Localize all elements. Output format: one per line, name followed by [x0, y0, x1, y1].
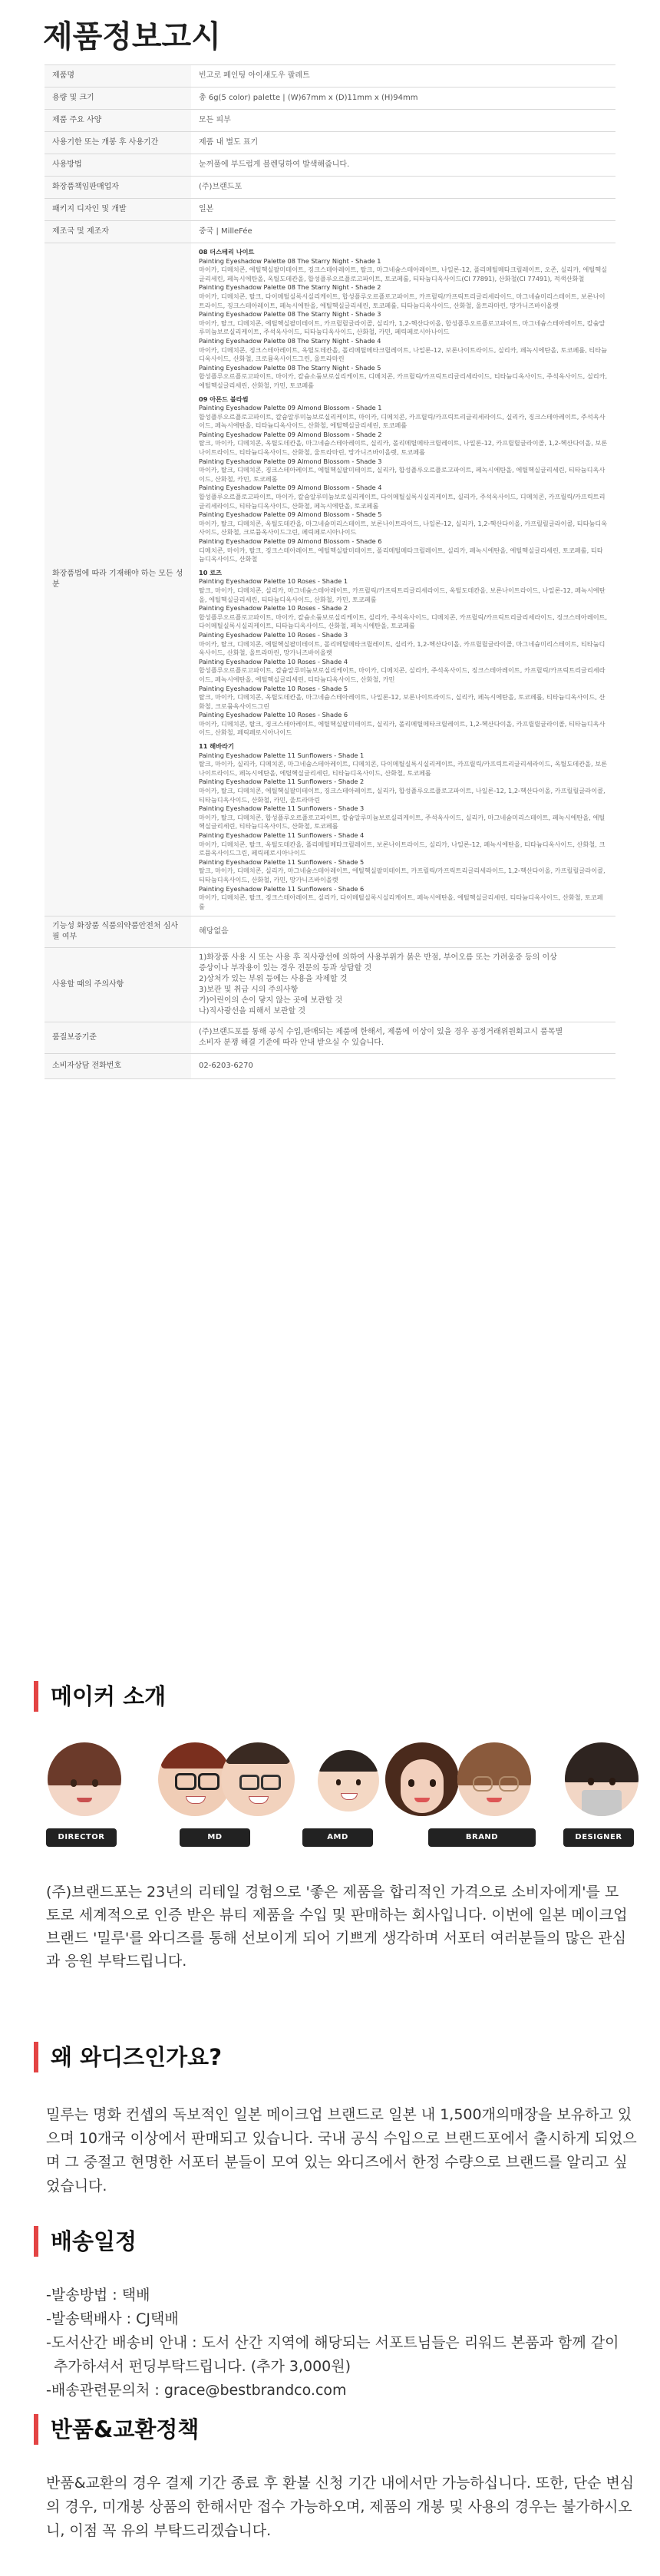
ingredient-shade-name: Painting Eyeshadow Palette 09 Almond Blossom - Shade 6: [199, 537, 382, 545]
info-value: 해당없음: [191, 916, 615, 948]
ingredient-shade-text: 탈크, 마이카, 디메치콘, 옥틸도데칸올, 마그네슘스테아레이트, 나일론-12, 보론나이트라이드, 실리카, 페녹시에탄올, 토코페롤, 티타늄디옥사이드, 산화철, 크로뮴옥사이드그린: [199, 693, 606, 710]
badge-director: DIRECTOR: [46, 1828, 117, 1847]
ingredient-shade-text: 마이카, 탈크, 디메치콘, 에틸헥실팔미테이트, 징크스테아레이트, 실리카, 합성플루오르플로고파이트, 나일론-12, 1,2-헥산다이올, 카프릴릴글라이콜, 티타늄디옥사이드, 산화철, 카민, 울트라마린: [199, 787, 606, 804]
ingredient-group-title: 08 더스테리 나이트: [199, 248, 255, 256]
badge-brand-communication: BRAND COMMUNICATION: [428, 1828, 536, 1847]
avatar: [565, 1742, 639, 1816]
ingredient-shade-name: Painting Eyeshadow Palette 11 Sunflowers - Shade 5: [199, 857, 365, 866]
info-row: [45, 948, 615, 1022]
info-value: 02-6203-6270: [191, 1054, 615, 1079]
ingredient-shade-text: 디메치콘, 마이카, 탈크, 징크스테아레이트, 에틸헥실팔미테이트, 폴리메틸메타크릴레이트, 실리카, 페녹시에탄올, 에틸헥실글리세린, 토코페롤, 티타늄디옥사이드, 산화철: [199, 546, 603, 563]
ingredient-shade-text: 마이카, 디메치콘, 탈크, 다이메틸실록시실리케이트, 합성플루오르플로고파이트, 카프릴릭/카프릭트리글리세라이드, 마그네슘미리스테이트, 보론나이트라이드, 징크스테아레이트, 페녹시에탄올, 에틸헥실글리세린, 토코페롤, 티타늄디옥사이드, 산화철, 울트라마린, 망가니즈바이올렛: [199, 292, 606, 309]
returns-title: 반품&교환정책: [51, 2416, 200, 2442]
info-key: 사용기한 또는 개봉 후 사용기간: [45, 132, 191, 154]
info-key: 화장품법에 따라 기재해야 하는 모든 성분: [45, 243, 191, 916]
info-value: 눈꺼풀에 부드럽게 블렌딩하여 발색해줍니다.: [191, 154, 615, 177]
ingredient-shade-name: Painting Eyeshadow Palette 11 Sunflowers - Shade 3: [199, 804, 365, 813]
accent-bar: [34, 2042, 38, 2072]
ingredient-group-title: 11 해바라기: [199, 742, 234, 751]
info-value: 일본: [191, 199, 615, 221]
info-value-line: 가)어린이의 손이 닿지 않는 곳에 보관할 것: [199, 996, 343, 1006]
ingredient-shade-name: Painting Eyeshadow Palette 10 Roses - Shade 3: [199, 630, 348, 639]
info-row: [45, 199, 615, 221]
info-key: 소비자상담 전화번호: [45, 1054, 191, 1079]
ingredient-shade-name: Painting Eyeshadow Palette 11 Sunflowers - Shade 4: [199, 831, 365, 839]
ingredient-shade-name: Painting Eyeshadow Palette 08 The Starry Night - Shade 5: [199, 363, 381, 372]
report-title: 제품정보고시: [43, 19, 221, 54]
returns-description: 반품&교환의 경우 결제 기간 종료 후 환불 신청 기간 내에서만 가능하십니다. 또한, 단순 변심의 경우, 미개봉 상품의 한해서만 접수 가능하오며, 제품의 개봉 및 사용의 경우는 불가하시오니, 이점 꼭 유의 부탁드리겠습니다.: [46, 2475, 635, 2539]
laptop-icon: [582, 1790, 622, 1816]
ingredient-shade-name: Painting Eyeshadow Palette 11 Sunflowers - Shade 1: [199, 751, 365, 759]
shipping-line: -도서산간 배송비 안내 : 도서 산간 지역에 해당되는 서포트님들은 리워드 본품과 함께 같이: [46, 2334, 619, 2351]
info-value: 빈고로 페인팅 아이섀도우 팔레트: [191, 65, 615, 88]
why-description: 밀루는 명화 컨셉의 독보적인 일본 메이크업 브랜드로 일본 내 1,500개의매장을 보유하고 있으며 10개국 이상에서 판매되고 있습니다. 국내 공식 수입으로 브랜드포에서 출시하게 되었으며 그 중절고 현명한 서포터 분들이 모여 있는 와디즈에서 한정 수량으로 브랜드를 알리고 싶었습니다.: [46, 2106, 637, 2195]
info-value-line: 증상이나 부작용이 있는 경우 전문의 등과 상담할 것: [199, 964, 372, 973]
info-key: 기능성 화장품 식품의약품안전처 심사필 여부: [45, 916, 191, 948]
ingredient-shade-name: Painting Eyeshadow Palette 08 The Starry Night - Shade 3: [199, 310, 381, 319]
info-value: (주)브랜드포: [191, 177, 615, 199]
badge-md: MD: [180, 1828, 250, 1847]
ingredient-shade-name: Painting Eyeshadow Palette 08 The Starry Night - Shade 1: [199, 256, 381, 265]
ingredient-shade-text: 탈크, 마이카, 디메치콘, 실리카, 마그네슘스테아레이트, 카프릴릭/카프릭트리글리세라이드, 옥틸도데칸올, 보론나이트라이드, 나일론-12, 페녹시에탄올, 에틸헥실글리세린, 티타늄디옥사이드, 산화철, 카민, 토코페롤: [199, 586, 606, 603]
avatar: [457, 1742, 531, 1816]
info-key: 사용할 때의 주의사항: [45, 948, 191, 1022]
info-row: [45, 1054, 615, 1079]
shipping-line: -발송택배사 : CJ택배: [46, 2310, 179, 2327]
info-value: 모든 피부: [191, 110, 615, 132]
avatar: [48, 1742, 121, 1816]
ingredient-shade-text: 합성플루오르플로고파이트, 마이카, 칼슘소듐보로실리케이트, 실리카, 주석옥사이드, 디메치콘, 카프릴릭/카프릭트리글리세라이드, 징크스테아레이트, 다이메틸실록시실리케이트, 티타늄디옥사이드, 산화철, 페녹시에탄올, 토코페롤: [199, 613, 608, 630]
avatar: [221, 1742, 295, 1816]
shipping-contact: -배송관련문의처 : grace@bestbrandco.com: [46, 2382, 347, 2399]
info-value: 총 6g(5 color) palette | (W)67mm x (D)11mm x (H)94mm: [191, 88, 615, 110]
info-key: 용량 및 크기: [45, 88, 191, 110]
ingredient-shade-text: 합성플루오르플로고파이트, 마이카, 칼슘소듐보로실리케이트, 디메치콘, 카프릴릭/카프릭트리글리세라이드, 티타늄디옥사이드, 주석옥사이드, 실리카, 에틸헥실글리세린, 산화철, 카민, 토코페롤: [199, 372, 608, 389]
info-row: [45, 243, 615, 916]
info-row: [45, 65, 615, 88]
ingredient-shade-text: 마이카, 탈크, 디메치콘, 에틸헥실팔미테이트, 폴리메틸메타크릴레이트, 실리카, 1,2-헥산다이올, 카프릴릴글라이콜, 마그네슘미리스테이트, 티타늄디옥사이드, 산화철, 울트라마린, 망가니즈바이올렛: [199, 639, 606, 657]
ingredients-list: [199, 248, 608, 911]
info-key: 제조국 및 제조자: [45, 221, 191, 243]
info-row: [45, 88, 615, 110]
shipping-list: [46, 2284, 637, 2403]
maker-section-heading: [34, 1681, 166, 1712]
info-value-line: 3)보관 및 취급 시의 주의사항: [199, 986, 299, 995]
badge-amd: AMD: [302, 1828, 373, 1847]
info-key: 화장품책임판매업자: [45, 177, 191, 199]
info-value-line: (주)브랜드포를 통해 공식 수입,판매되는 제품에 한해서, 제품에 이상이 있을 경우 공정거래위원회고시 품목별: [199, 1028, 563, 1037]
info-value: 제품 내 별도 표기: [191, 132, 615, 154]
ingredient-shade-text: 합성플루오르플로고파이트, 마이카, 칼슘알루미늄보로실리케이트, 다이메틸실록시실리케이트, 실리카, 주석옥사이드, 디메치콘, 카프릴릭/카프릭트리글리세라이드, 티타늄디옥사이드, 산화철, 페녹시에탄올, 토코페롤: [199, 493, 606, 510]
shipping-section-heading: [34, 2226, 137, 2257]
team-member: [212, 1742, 304, 1816]
ingredient-shade-name: Painting Eyeshadow Palette 09 Almond Blossom - Shade 5: [199, 510, 382, 519]
info-row: [45, 177, 615, 199]
ingredient-shade-text: 합성플루오르플로고파이트, 칼슘알루미늄보로실리케이트, 마이카, 디메치콘, 카프릴릭/카프릭트리글리세라이드, 실리카, 징크스테아레이트, 주석옥사이드, 페녹시에탄올, 티타늄디옥사이드, 산화철, 에틸헥실글리세린, 토코페롤: [199, 412, 606, 430]
shipping-line: -발송방법 : 택배: [46, 2287, 150, 2304]
ingredient-shade-name: Painting Eyeshadow Palette 11 Sunflowers - Shade 6: [199, 884, 365, 893]
info-key: 품질보증기준: [45, 1022, 191, 1054]
shipping-title: 배송일정: [51, 2228, 137, 2254]
info-value: [191, 243, 615, 916]
info-value: [191, 1022, 615, 1054]
info-row: [45, 132, 615, 154]
product-info-table: [45, 64, 615, 1079]
info-row: [45, 1022, 615, 1054]
ingredient-shade-text: 마이카, 디메치콘, 에틸헥실팔미테이트, 징크스테아레이트, 탈크, 마그네슘스테아레이트, 나일론-12, 폴리메틸메타크릴레이트, 오존, 실리카, 에틸헥실글리세린, 페녹시에탄올, 옥틸도데칸올, 합성플루오르플로고파이트, 토코페롤, 티타늄디옥사이드(CI 77891), 산화철(CI 77491), 적색산화철: [199, 266, 608, 282]
ingredient-shade-name: Painting Eyeshadow Palette 10 Roses - Shade 1: [199, 577, 348, 586]
ingredient-shade-name: Painting Eyeshadow Palette 09 Almond Blossom - Shade 4: [199, 484, 382, 492]
ingredient-shade-name: Painting Eyeshadow Palette 08 The Starry Night - Shade 4: [199, 336, 381, 345]
ingredient-shade-text: 마이카, 디메치콘, 징크스테아레이트, 옥틸도데칸올, 폴리메틸메타크릴레이트, 나일론-12, 보론나이트라이드, 실리카, 페녹시에탄올, 토코페롤, 티타늄디옥사이드, 산화철, 크로뮴옥사이드그린, 울트라마린: [199, 345, 608, 363]
ingredient-shade-text: 마이카, 탈크, 디메치콘, 합성플루오르플로고파이트, 칼슘알루미늄보로실리케이트, 주석옥사이드, 실리카, 마그네슘미리스테이트, 페녹시에탄올, 에틸헥실글리세린, 티타늄디옥사이드, 산화철, 토코페롤: [199, 813, 606, 831]
ingredient-shade-name: Painting Eyeshadow Palette 10 Roses - Shade 6: [199, 711, 348, 719]
info-value: [191, 948, 615, 1022]
team-member: [448, 1742, 540, 1816]
ingredient-shade-name: Painting Eyeshadow Palette 09 Almond Blossom - Shade 3: [199, 457, 382, 465]
info-value-line: 나)직사광선을 피해서 보관할 것: [199, 1007, 306, 1016]
badge-designer: DESIGNER: [563, 1828, 634, 1847]
accent-bar: [34, 1681, 38, 1712]
info-value: 중국 | MilleFée: [191, 221, 615, 243]
ingredient-shade-name: Painting Eyeshadow Palette 10 Roses - Shade 4: [199, 657, 348, 665]
ingredient-group-title: 09 아몬드 블라썸: [199, 395, 249, 403]
returns-section-heading: [34, 2414, 199, 2445]
info-key: 사용방법: [45, 154, 191, 177]
why-title: 왜 와디즈인가요?: [51, 2044, 223, 2070]
ingredient-shade-name: Painting Eyeshadow Palette 11 Sunflowers - Shade 2: [199, 778, 365, 786]
ingredient-shade-name: Painting Eyeshadow Palette 08 The Starry Night - Shade 2: [199, 283, 381, 292]
info-value-line: 1)화장품 사용 시 또는 사용 후 직사광선에 의하여 사용부위가 붉은 반점, 부어오름 또는 가려움증 등의 이상: [199, 953, 557, 963]
maker-description: (주)브랜드포는 23년의 리테일 경험으로 '좋은 제품을 합리적인 가격으로 소비자에게'를 모토로 세계적으로 인증 받은 뷰티 제품을 수입 및 판매하는 회사입니다. 이번에 일본 메이크업 브랜드 '밀루'를 와디즈를 통해 선보이게 되어 기쁘게 생각하며 서포터 여러분들의 많은 관심과 응원 부탁드립니다.: [46, 1884, 628, 1970]
ingredient-shade-text: 마이카, 디메치콘, 탈크, 징크스테아레이트, 에틸헥실팔미테이트, 실리카, 폴리메틸메타크릴레이트, 1,2-헥산다이올, 카프릴릴글라이콜, 티타늄디옥사이드, 산화철, 페릭페로시아나이드: [199, 719, 606, 737]
info-row: [45, 154, 615, 177]
info-key: 제품 주요 사양: [45, 110, 191, 132]
ingredient-shade-name: Painting Eyeshadow Palette 10 Roses - Shade 2: [199, 604, 348, 613]
ingredient-shade-text: 마이카, 탈크, 디메치콘, 에틸헥실팔미테이트, 카프릴릴글라이콜, 실리카, 1,2-헥산다이올, 합성플루오르플로고파이트, 마그네슘스테아레이트, 칼슘알루미늄보로실리케이트, 주석옥사이드, 티타늄디옥사이드, 산화철, 카민, 페릭페로시아나이드: [199, 319, 606, 336]
maker-title: 메이커 소개: [51, 1683, 167, 1709]
avatar: [318, 1750, 379, 1811]
accent-bar: [34, 2414, 38, 2445]
info-row: [45, 916, 615, 948]
ingredient-shade-text: 탈크, 마이카, 실리카, 디메치콘, 마그네슘스테아레이트, 디메치콘, 다이메틸실록시실리케이트, 카프릴릭/카프릭트리글리세라이드, 옥틸도데칸올, 보론나이트라이드, 페녹시에탄올, 에틸헥실글리세린, 티타늄디옥사이드, 산화철, 토코페롤: [199, 760, 608, 777]
shipping-line: 추가하셔서 펀딩부탁드립니다. (추가 3,000원): [54, 2358, 351, 2375]
ingredient-shade-text: 마이카, 디메치콘, 탈크, 옥틸도데칸올, 폴리메틸메타크릴레이트, 보론나이트라이드, 실리카, 나일론-12, 페녹시에탄올, 티타늄디옥사이드, 산화철, 크로뮴옥사이드그린, 페릭페로시아나이드: [199, 840, 606, 857]
ingredient-shade-name: Painting Eyeshadow Palette 09 Almond Blossom - Shade 2: [199, 430, 382, 438]
info-row: [45, 221, 615, 243]
ingredient-group-title: 10 로즈: [199, 568, 223, 576]
team-member: [38, 1742, 130, 1816]
team-avatars: [34, 1742, 632, 1858]
accent-bar: [34, 2226, 38, 2257]
team-member: [556, 1742, 648, 1816]
ingredient-shade-text: 합성플루오르플로고파이트, 칼슘알루미늄보로실리케이트, 마이카, 디메치콘, 실리카, 주석옥사이드, 징크스테아레이트, 카프릴릭/카프릭트리글리세라이드, 페녹시에탄올, 에틸헥실글리세린, 티타늄디옥사이드, 산화철, 카민: [199, 666, 606, 683]
ingredient-shade-name: Painting Eyeshadow Palette 09 Almond Blossom - Shade 1: [199, 404, 382, 412]
ingredient-shade-text: 탈크, 마이카, 디메치콘, 실리카, 마그네슘스테아레이트, 에틸헥실팔미테이트, 카프릴릭/카프릭트리글리세라이드, 1,2-헥산다이올, 카프릴릴글라이콜, 티타늄디옥사이드, 산화철, 카민, 망가니즈바이올렛: [199, 867, 606, 883]
info-value-line: 소비자 분쟁 해결 기준에 따라 안내 받으실 수 있습니다.: [199, 1039, 384, 1048]
ingredient-shade-name: Painting Eyeshadow Palette 10 Roses - Shade 5: [199, 684, 348, 692]
info-row: [45, 110, 615, 132]
ingredient-shade-text: 마이카, 탈크, 디메치콘, 징크스테아레이트, 에틸헥실팔미테이트, 실리카, 합성플루오르플로고파이트, 페녹시에탄올, 에틸헥실글리세린, 티타늄디옥사이드, 산화철, 카민, 토코페롤: [199, 466, 606, 483]
info-value-line: 2)상처가 있는 부위 등에는 사용을 자제할 것: [199, 975, 348, 984]
info-key: 패키지 디자인 및 개발: [45, 199, 191, 221]
why-section-heading: [34, 2042, 222, 2072]
ingredient-shade-text: 탈크, 마이카, 디메치콘, 옥틸도데칸올, 마그네슘스테아레이트, 실리카, 폴리메틸메타크릴레이트, 나일론-12, 카프릴릴글라이콜, 1,2-헥산다이올, 보론나이트라이드, 티타늄디옥사이드, 산화철, 울트라마린, 망가니즈바이올렛, 토코페롤: [199, 439, 608, 457]
ingredient-shade-text: 마이카, 탈크, 디메치콘, 옥틸도데칸올, 마그네슘미리스테이트, 보론나이트라이드, 나일론-12, 실리카, 1,2-헥산다이올, 카프릴릴글라이콜, 티타늄디옥사이드, 산화철, 크로뮴옥사이드그린, 페릭페로시아나이드: [199, 519, 608, 537]
ingredient-shade-text: 마이카, 디메치콘, 탈크, 징크스테아레이트, 실리카, 다이메틸실록시실리케이트, 페녹시에탄올, 에틸헥실글리세린, 티타늄디옥사이드, 산화철, 토코페롤: [199, 893, 603, 910]
info-key: 제품명: [45, 65, 191, 88]
